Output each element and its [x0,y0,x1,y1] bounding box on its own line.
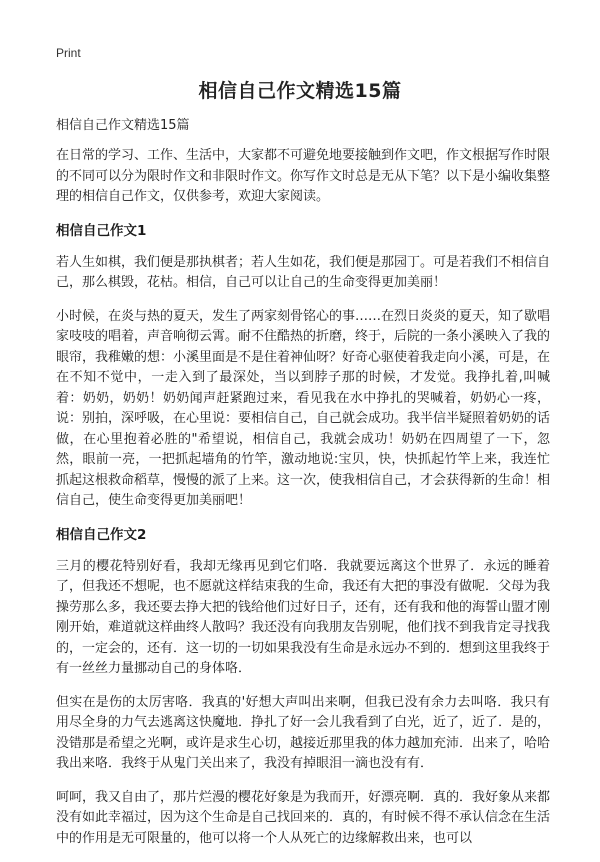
section-heading-2: 相信自己作文2 [56,526,147,543]
print-link[interactable]: Print [56,46,81,60]
article-body [56,116,550,862]
section-1-paragraph-2: 小时候，在炎与热的夏天，发生了两家刻骨铭心的事……在烈日炎炎的夏天，知了歇唱家吱吱的唱着，声音响彻云霄。耐不住酷热的折磨，终于，后院的一条小溪映入了我的眼帘，我稚嫩的想：小溪里面是不是住着神仙呀？好奇心驱使着我走向小溪，可是，在在不知不觉中，一走入到了最深处，当以到脖子那的时候，才发觉。我挣扎着,叫喊着：奶奶，奶奶！奶奶闻声赶紧跑过来，看见我在水中挣扎的哭喊着，奶奶心一疼，说：别拍，深呼吸，在心里说：要相信自己，自己就会成功。我半信半疑照着奶奶的话做，在心里抱着必胜的"希望说，相信自己，我就会成功！奶奶在四周望了一下，忽然，眼前一亮，一把抓起墙角的竹竿，激动地说:宝贝，快，快抓起竹竿上来，我连忙抓起这根救命稻草，慢慢的派了上来。这一次，使我相信自己，才会获得新的生命！相信自己，使生命变得更加美丽吧！ [56,308,551,508]
article-subtitle: 相信自己作文精选15篇 [56,118,190,133]
page-title: 相信自己作文精选15篇 [198,80,402,102]
section-heading-1: 相信自己作文1 [56,222,147,239]
section-1-paragraph-1: 若人生如棋，我们便是那执棋者；若人生如花，我们便是那园丁。可是若我们不相信自己，那么棋毁，花枯。相信，自己可以让自己的生命变得更加美丽！ [56,254,551,290]
section-2-paragraph-3: 呵呵，我又自由了，那片烂漫的樱花好象是为我而开，好漂亮啊．真的．我好象从来都没有如此幸福过，因为这个生命是自己找回来的．真的，有时候不得不承认信念在生活中的作用是无可限量的，他可以将一个人从死亡的边缘解救出来，也可以 [56,789,551,846]
section-2-paragraph-2: 但实在是伤的太厉害咯．我真的'好想大声叫出来啊，但我已没有余力去叫咯．我只有用尽全身的力气去逃离这快魔地．挣扎了好一会儿我看到了白光，近了，近了．是的，没错那是希望之光啊，或许是求生心切，越接近那里我的体力越加充沛．出来了，哈哈我出来咯．我终于从鬼门关出来了，我没有掉眼泪一滴也没有有． [56,694,551,771]
section-2-paragraph-1: 三月的樱花特别好看，我却无缘再见到它们咯．我就要远离这个世界了．永远的睡着了，但我还不想呢，也不愿就这样结束我的生命，我还有大把的事没有做呢．父母为我操劳那么多，我还要去挣大把的钱给他们过好日子，还有，还有我和他的海誓山盟才刚刚开始，难道就这样曲终人散吗？我还没有向我朋友告别呢，他们找不到我肯定寻找我的，一定会的，还有．这一切的一切如果我没有生命是永远办不到的．想到这里我终于有一丝丝力量挪动自己的身体咯． [56,558,551,676]
intro-paragraph: 在日常的学习、工作、生活中，大家都不可避免地要接触到作文吧，作文根据写作时限的不同可以分为限时作文和非限时作文。你写作文时总是无从下笔？以下是小编收集整理的相信自己作文，仅供参考，欢迎大家阅读。 [56,148,551,204]
